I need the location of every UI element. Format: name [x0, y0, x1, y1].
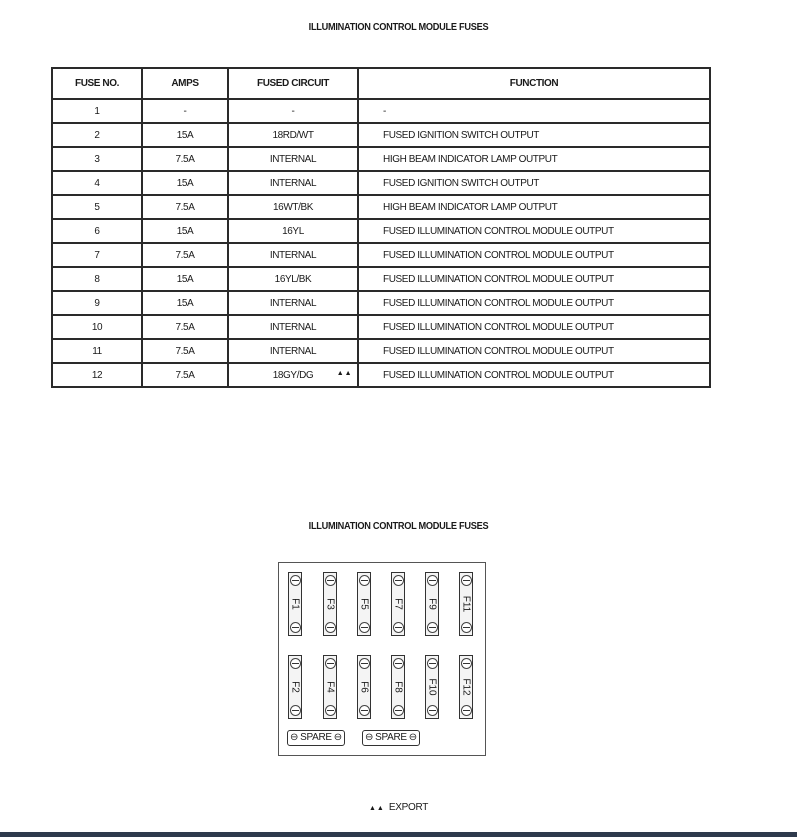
fuse-terminal-icon	[359, 658, 370, 669]
fuse-label: F6	[358, 681, 370, 693]
fuse-terminal-icon	[325, 575, 336, 586]
fuse-terminal-icon: ⊖	[365, 732, 374, 743]
fuse-slot	[357, 655, 371, 719]
cell-function: FUSED ILLUMINATION CONTROL MODULE OUTPUT	[358, 315, 710, 339]
fuse-slot	[391, 655, 405, 719]
cell-amps: 7.5A	[142, 195, 228, 219]
cell-fuse-no: 11	[52, 339, 142, 363]
cell-fused-circuit	[228, 195, 358, 219]
cell-fused-circuit	[228, 123, 358, 147]
cell-amps: 15A	[142, 267, 228, 291]
cell-function: FUSED ILLUMINATION CONTROL MODULE OUTPUT	[358, 219, 710, 243]
circuit-text: 16WT/BK	[273, 201, 313, 213]
fuse-terminal-icon	[325, 705, 336, 716]
fuse-terminal-icon	[427, 622, 438, 633]
fuse-table	[51, 67, 711, 388]
cell-fuse-no: 10	[52, 315, 142, 339]
cell-fuse-no: 1	[52, 99, 142, 123]
cell-fused-circuit	[228, 219, 358, 243]
fuse-terminal-icon	[290, 575, 301, 586]
cell-amps: 15A	[142, 219, 228, 243]
spare-fuse-slot	[362, 730, 420, 746]
table-row	[52, 195, 710, 219]
circuit-text: 16YL	[282, 225, 304, 237]
cell-fused-circuit	[228, 243, 358, 267]
table-row	[52, 171, 710, 195]
cell-function: HIGH BEAM INDICATOR LAMP OUTPUT	[358, 147, 710, 171]
fuse-terminal-icon: ⊖	[333, 732, 342, 743]
cell-function: FUSED ILLUMINATION CONTROL MODULE OUTPUT	[358, 291, 710, 315]
fuse-terminal-icon	[427, 575, 438, 586]
fuse-terminal-icon	[461, 658, 472, 669]
cell-fuse-no: 3	[52, 147, 142, 171]
header-fused-circuit: FUSED CIRCUIT	[228, 68, 358, 99]
fuse-terminal-icon	[359, 622, 370, 633]
cell-fused-circuit	[228, 339, 358, 363]
cell-function: -	[358, 99, 710, 123]
cell-function: FUSED ILLUMINATION CONTROL MODULE OUTPUT	[358, 339, 710, 363]
cell-fused-circuit	[228, 267, 358, 291]
cell-function: FUSED ILLUMINATION CONTROL MODULE OUTPUT	[358, 243, 710, 267]
table-row	[52, 147, 710, 171]
fuse-block-diagram	[278, 562, 486, 756]
cell-fuse-no: 8	[52, 267, 142, 291]
fuse-terminal-icon	[290, 705, 301, 716]
table-row	[52, 267, 710, 291]
fuse-label: F5	[358, 598, 370, 610]
circuit-text: INTERNAL	[269, 345, 317, 357]
fuse-terminal-icon	[393, 658, 404, 669]
cell-fuse-no: 12	[52, 363, 142, 387]
circuit-text: 18GY/DG	[272, 369, 314, 381]
fuse-terminal-icon	[393, 705, 404, 716]
header-function: FUNCTION	[358, 68, 710, 99]
cell-amps: 7.5A	[142, 147, 228, 171]
fuse-slot	[459, 655, 473, 719]
fuse-terminal-icon	[461, 575, 472, 586]
cell-amps: 15A	[142, 171, 228, 195]
fuse-terminal-icon: ⊖	[408, 732, 417, 743]
spare-label: SPARE	[300, 732, 332, 743]
circuit-text: -	[291, 105, 295, 117]
header-fuse-no: FUSE NO.	[52, 68, 142, 99]
table-row	[52, 243, 710, 267]
fuse-slot	[425, 655, 439, 719]
fuse-terminal-icon	[461, 705, 472, 716]
fuse-terminal-icon	[290, 658, 301, 669]
circuit-text: INTERNAL	[269, 249, 317, 261]
fuse-terminal-icon	[427, 658, 438, 669]
export-marker-icon: ▲▲	[336, 369, 353, 377]
export-marker-icon: ▲▲	[369, 805, 385, 812]
fuse-terminal-icon	[325, 658, 336, 669]
cell-fuse-no: 5	[52, 195, 142, 219]
fuse-terminal-icon	[290, 622, 301, 633]
cell-amps: 7.5A	[142, 363, 228, 387]
fuse-slot	[459, 572, 473, 636]
fuse-terminal-icon	[325, 622, 336, 633]
fuse-slot	[357, 572, 371, 636]
table-row	[52, 99, 710, 123]
header-amps: AMPS	[142, 68, 228, 99]
table-row	[52, 339, 710, 363]
table-row	[52, 363, 710, 387]
fuse-terminal-icon: ⊖	[290, 732, 299, 743]
table-row	[52, 219, 710, 243]
circuit-text: INTERNAL	[269, 153, 317, 165]
fuse-terminal-icon	[461, 622, 472, 633]
cell-amps: 7.5A	[142, 315, 228, 339]
cell-amps: 15A	[142, 123, 228, 147]
table-row	[52, 291, 710, 315]
spare-fuse-slot	[287, 730, 345, 746]
fuse-terminal-icon	[359, 705, 370, 716]
circuit-text: 16YL/BK	[274, 273, 312, 285]
cell-fused-circuit	[228, 291, 358, 315]
cell-fused-circuit	[228, 363, 358, 387]
legend-text: EXPORT	[388, 802, 428, 813]
table-row	[52, 315, 710, 339]
fuse-label: F11	[460, 595, 472, 613]
cell-fused-circuit	[228, 315, 358, 339]
circuit-text: 18RD/WT	[272, 129, 314, 141]
fuse-terminal-icon	[427, 705, 438, 716]
fuse-label: F3	[324, 598, 336, 610]
cell-function: FUSED ILLUMINATION CONTROL MODULE OUTPUT	[358, 363, 710, 387]
fuse-label: F2	[289, 681, 301, 693]
bottom-bar	[0, 832, 797, 837]
cell-amps: -	[142, 99, 228, 123]
diagram-title: ILLUMINATION CONTROL MODULE FUSES	[308, 521, 489, 532]
fuse-terminal-icon	[359, 575, 370, 586]
cell-amps: 7.5A	[142, 243, 228, 267]
cell-fused-circuit	[228, 171, 358, 195]
fuse-label: F10	[426, 678, 438, 696]
cell-fuse-no: 4	[52, 171, 142, 195]
fuse-terminal-icon	[393, 622, 404, 633]
cell-fuse-no: 2	[52, 123, 142, 147]
circuit-text: INTERNAL	[269, 321, 317, 333]
cell-function: FUSED IGNITION SWITCH OUTPUT	[358, 123, 710, 147]
cell-fuse-no: 7	[52, 243, 142, 267]
legend	[0, 802, 797, 813]
fuse-label: F4	[324, 681, 336, 693]
fuse-slot	[288, 572, 302, 636]
circuit-text: INTERNAL	[269, 177, 317, 189]
cell-function: FUSED IGNITION SWITCH OUTPUT	[358, 171, 710, 195]
fuse-slot	[425, 572, 439, 636]
table-title: ILLUMINATION CONTROL MODULE FUSES	[308, 22, 489, 33]
cell-fused-circuit	[228, 99, 358, 123]
fuse-label: F8	[392, 681, 404, 693]
fuse-label: F1	[289, 598, 301, 610]
cell-fuse-no: 6	[52, 219, 142, 243]
fuse-slot	[391, 572, 405, 636]
cell-function: FUSED ILLUMINATION CONTROL MODULE OUTPUT	[358, 267, 710, 291]
fuse-label: F12	[460, 678, 472, 696]
fuse-slot	[323, 572, 337, 636]
circuit-text: INTERNAL	[269, 297, 317, 309]
fuse-terminal-icon	[393, 575, 404, 586]
table-header-row	[52, 68, 710, 99]
cell-amps: 7.5A	[142, 339, 228, 363]
fuse-label: F7	[392, 598, 404, 610]
cell-fuse-no: 9	[52, 291, 142, 315]
fuse-slot	[323, 655, 337, 719]
cell-fused-circuit	[228, 147, 358, 171]
fuse-slot	[288, 655, 302, 719]
table-row	[52, 123, 710, 147]
spare-label: SPARE	[375, 732, 407, 743]
cell-function: HIGH BEAM INDICATOR LAMP OUTPUT	[358, 195, 710, 219]
cell-amps: 15A	[142, 291, 228, 315]
fuse-label: F9	[426, 598, 438, 610]
